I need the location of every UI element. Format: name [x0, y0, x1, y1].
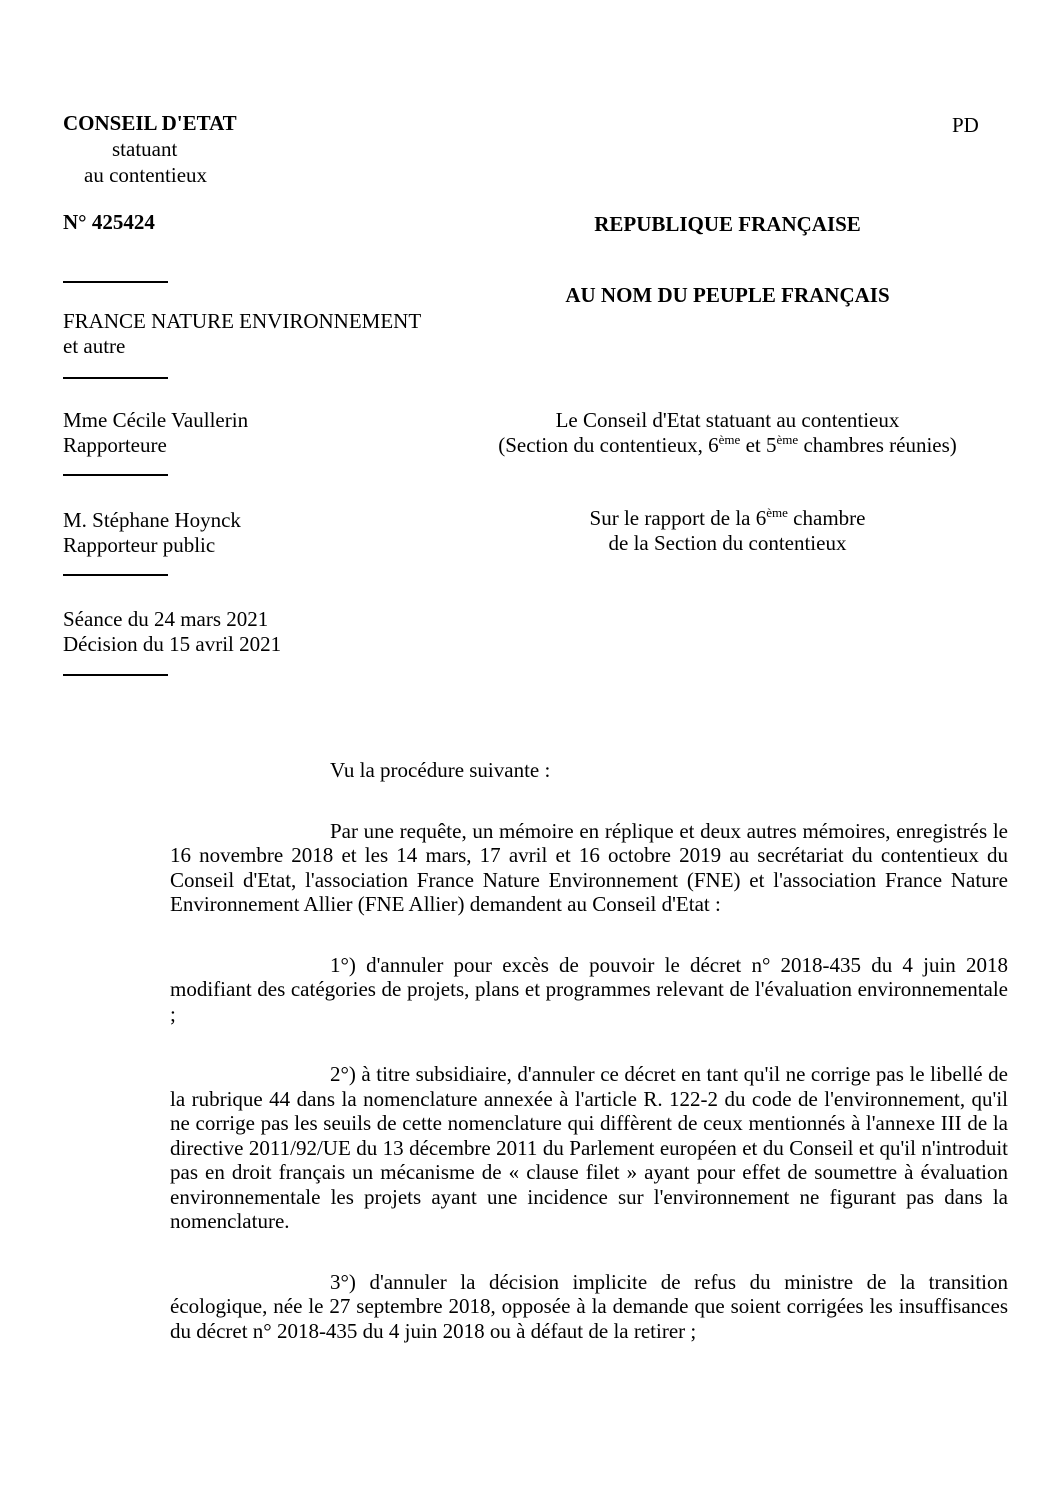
- separator-line: [63, 674, 168, 676]
- body-paragraph-request: Par une requête, un mémoire en réplique et deux autres mémoires, enregistrés le 16 novembre 2018 et les 14 mars, 17 avril et 16 octobre 2019 au secrétariat du contentieux du Conseil d'Etat, l'association France Nature Environnement (FNE) et l'association France Nature Environnement Allier (FNE Allier) demandent au Conseil d'Etat :: [170, 818, 1008, 916]
- report-block: [460, 506, 995, 556]
- public-rapporteur-name: M. Stéphane Hoynck: [63, 508, 241, 532]
- applicant-block: [63, 309, 421, 359]
- court-heading: [63, 110, 237, 188]
- dates-block: [63, 607, 281, 657]
- body-paragraph-2: 2°) à titre subsidiaire, d'annuler ce décret en tant qu'il ne corrige pas le libellé de la rubrique 44 dans la nomenclature annexée à l'article R. 122-2 du code de l'environnement, qu'il ne corrige pas les seuils de cette nomenclature qui diffèrent de ceux mentionnés à l'annexe III de la directive 2011/92/UE du 13 décembre 2011 du Parlement européen et du Conseil et qu'il n'introduit pas en droit français un mécanisme de « clause filet » ayant pour effet de soumettre à évaluation environnementale les projets ayant une incidence sur l'environnement ne figurant pas dans la nomenclature.: [170, 1062, 1008, 1233]
- public-rapporteur-block: [63, 508, 241, 558]
- rapporteur-block: [63, 408, 248, 458]
- report-line2: de la Section du contentieux: [608, 531, 847, 555]
- ordinal-superscript: ème: [776, 432, 799, 447]
- procedure-intro: Vu la procédure suivante :: [330, 758, 551, 782]
- separator-line: [63, 474, 168, 476]
- formation-line2: [460, 433, 995, 458]
- applicant-name: FRANCE NATURE ENVIRONNEMENT: [63, 309, 422, 333]
- formation-line2-mid: et 5: [740, 433, 777, 457]
- case-number: N° 425424: [63, 210, 155, 234]
- report-line1-post: chambre: [787, 506, 866, 530]
- public-rapporteur-title: Rapporteur public: [63, 533, 216, 557]
- body-paragraph-1: 1°) d'annuler pour excès de pouvoir le décret n° 2018-435 du 4 juin 2018 modifiant des catégories de projets, plans et programmes relevant de l'évaluation environnementale ;: [170, 952, 1008, 1026]
- formation-line1: Le Conseil d'Etat statuant au contentieux: [555, 408, 900, 432]
- ordinal-superscript: ème: [766, 505, 788, 520]
- report-line1: [460, 506, 995, 531]
- separator-line: [63, 281, 168, 283]
- decision-body: [170, 758, 1008, 1343]
- formation-line2-post: chambres réunies): [798, 433, 957, 457]
- court-name: CONSEIL D'ETAT: [63, 111, 237, 135]
- ordinal-superscript: ème: [718, 432, 741, 447]
- body-paragraph-3: 3°) d'annuler la décision implicite de refus du ministre de la transition écologique, née le 27 septembre 2018, opposée à la demande que soient corrigées les insuffisances du décret n° 2018-435 du 4 juin 2018 ou à défaut de la retirer ;: [170, 1269, 1008, 1343]
- court-subline-contentieux: au contentieux: [84, 163, 208, 187]
- decision-date: Décision du 15 avril 2021: [63, 632, 282, 656]
- separator-line: [63, 574, 168, 576]
- hearing-date: Séance du 24 mars 2021: [63, 607, 269, 631]
- rapporteur-title: Rapporteure: [63, 433, 167, 457]
- formation-block: [460, 408, 995, 458]
- court-subline-statuant: statuant: [112, 137, 178, 161]
- rapporteur-name: Mme Cécile Vaullerin: [63, 408, 249, 432]
- separator-line: [63, 377, 168, 379]
- formation-line2-pre: (Section du contentieux, 6: [498, 433, 719, 457]
- in-the-name-title: AU NOM DU PEUPLE FRANÇAIS: [565, 283, 890, 307]
- report-line1-pre: Sur le rapport de la 6: [589, 506, 767, 530]
- republic-title: REPUBLIQUE FRANÇAISE: [594, 212, 861, 236]
- corner-code: PD: [952, 113, 979, 137]
- applicant-suffix: et autre: [63, 334, 126, 358]
